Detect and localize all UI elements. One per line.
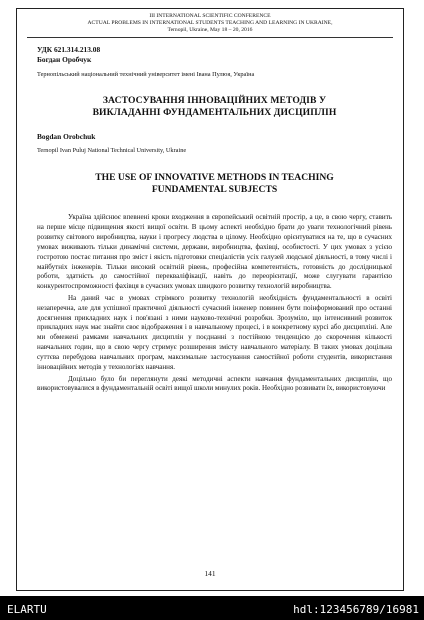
handle-identifier[interactable]: hdl:123456789/16981 [293,603,419,616]
paragraph-3: Доцільно було би переглянути деякі методичні аспекти навчання фундаментальних дисциплін, що використовувалися в фундаментальній освіті вищої школи минулих років. Необхідно розвивати їх, використовуючи [37,374,392,393]
title-en-line-1: THE USE OF INNOVATIVE METHODS IN TEACHING [95,172,334,183]
title-ua [37,95,392,118]
udk-code: УДК 621.314.213.08 [37,45,101,54]
conference-header [17,9,403,34]
paragraph-2: На даний час в умовах стрімкого розвитку технологій необхідність фундаментальності в освіті незаперечна, але для успішної практичної діяльності сучасний інженер повинен бути поінформований про останні досягнення прикладних наук і пов'язані з ними науково-технічні розробки. Зрозуміло, що інтенсивний розвиток прикладних наук має знайти своє відображення і в навчальному процесі, і в конкретному курсі або дисципліні. Але ми обмежені рамками навчальних дисциплін у поєднанні з постійною тенденцією до скорочення кількості навчальних годин, що в свою чергу стримує розширення змісту навчального матеріалу. В таких умовах доцільна суттєва перебудова навчальних програм, максимальне застосування самостійної роботи студентів, використання інноваційних методів у технологіях навчання. [37,293,392,372]
document-page [16,8,404,591]
author-name-en: Bogdan Orobchuk [37,132,96,141]
repository-footer-bar [0,596,424,620]
conference-line-2: ACTUAL PROBLEMS IN INTERNATIONAL STUDENTS TEACHING AND LEARNING IN UKRAINE, [87,20,333,26]
article-content [37,45,392,396]
title-en-line-2: FUNDAMENTAL SUBJECTS [151,183,278,195]
title-en [37,172,392,195]
affiliation-en: Ternopil Ivan Puluj National Technical University, Ukraine [37,147,187,154]
header-divider [27,37,393,38]
conference-line-1: III INTERNATIONAL SCIENTIFIC CONFERENCE [149,13,271,19]
repository-name[interactable]: ELARTU [7,603,47,616]
conference-line-3: Ternopil, Ukraine, May 18 – 20, 2016 [167,27,253,33]
article-body [37,213,392,394]
author-name-ua: Богдан Оробчук [37,54,92,64]
title-ua-line-1: ЗАСТОСУВАННЯ ІННОВАЦІЙНИХ МЕТОДІВ У [102,95,327,106]
page-number: 141 [204,569,216,578]
title-ua-line-2: ВИКЛАДАННІ ФУНДАМЕНТАЛЬНИХ ДИСЦИПЛІН [92,106,337,118]
affiliation-ua: Тернопільський національний технічний університет імені Івана Пулюя, Україна [37,71,255,78]
paragraph-1: Україна здійснює впевнені кроки входження в європейський освітній простір, а це, в свою чергу, ставить на перше місце підвищення якості вищої освіти. В цьому аспекті необхідно брати до уваги технологічний рівень розвитку світового виробництва, науки і прогресу людства в цілому. Необхідно орієнтуватися на те, що в сучасних умовах виживають тільки динамічні системи, держави, виробництва, фахівці, особистості. У цих умовах з усією гостротою постає питання про зміст і якість підготовки спеціалістів усіх галузей людської діяльності, в тому числі і майбутніх інженерів. Тільки високий освітній рівень, професійна компетентність, готовність до дослідницької роботи, здатність до самостійної перекваліфікації, навіть до переорієнтації, може слугувати гарантією конкурентоспроможності фахівця в сучасних умовах швидкого розвитку технологій виробництва. [37,213,392,291]
